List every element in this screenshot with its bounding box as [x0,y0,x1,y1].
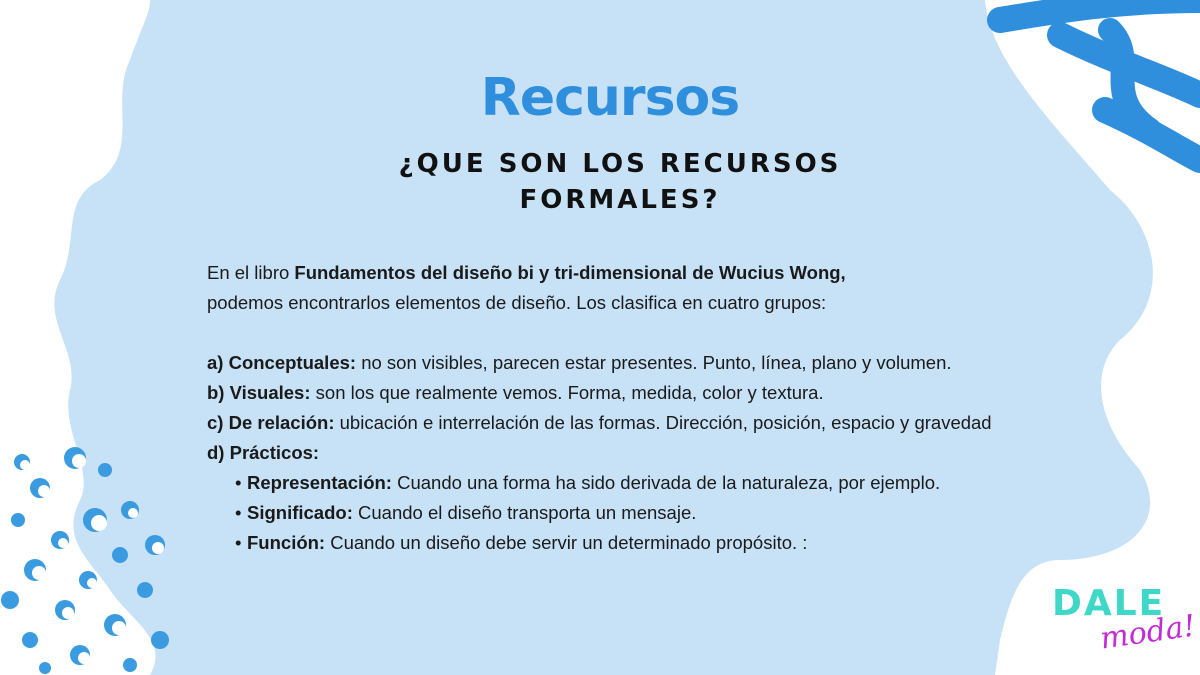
bullet-item: • Representación: Cuando una forma ha sido derivada de la naturaleza, por ejemplo. [207,468,1167,498]
bullet-item: • Significado: Cuando el diseño transporta un mensaje. [207,498,1167,528]
intro-line-2: podemos encontrarlos elementos de diseño. Los clasifica en cuatro grupos: [207,292,827,313]
bullet-item: • Función: Cuando un diseño debe servir un determinado propósito. : [207,528,1167,558]
list-item-c: c) De relación: ubicación e interrelación de las formas. Dirección, posición, espacio y gravedad [207,412,992,433]
bullet-icon: • [235,532,242,553]
bullet-icon: • [235,502,242,523]
subtitle-line-1: ¿QUE SON LOS RECURSOS [398,149,842,179]
bullet-icon: • [235,472,242,493]
slide-title: Recursos [480,68,740,128]
brand-logo [1040,575,1198,665]
list-item-a: a) Conceptuales: no son visibles, parecen estar presentes. Punto, línea, plano y volumen. [207,352,952,373]
book-title: Fundamentos del diseño bi y tri-dimensional de Wucius Wong, [294,262,846,283]
slide-subtitle [0,146,1200,218]
body-text [207,258,1167,558]
logo-word-moda: moda! [1098,608,1198,657]
logo-word-dale: DALE [1052,583,1166,624]
list-item-d: d) Prácticos: [207,442,320,463]
list-item-b: b) Visuales: son los que realmente vemos. Forma, medida, color y textura. [207,382,824,403]
intro-line-1: En el libro Fundamentos del diseño bi y tri-dimensional de Wucius Wong, [207,262,846,283]
subtitle-line-2: FORMALES? [519,185,721,215]
